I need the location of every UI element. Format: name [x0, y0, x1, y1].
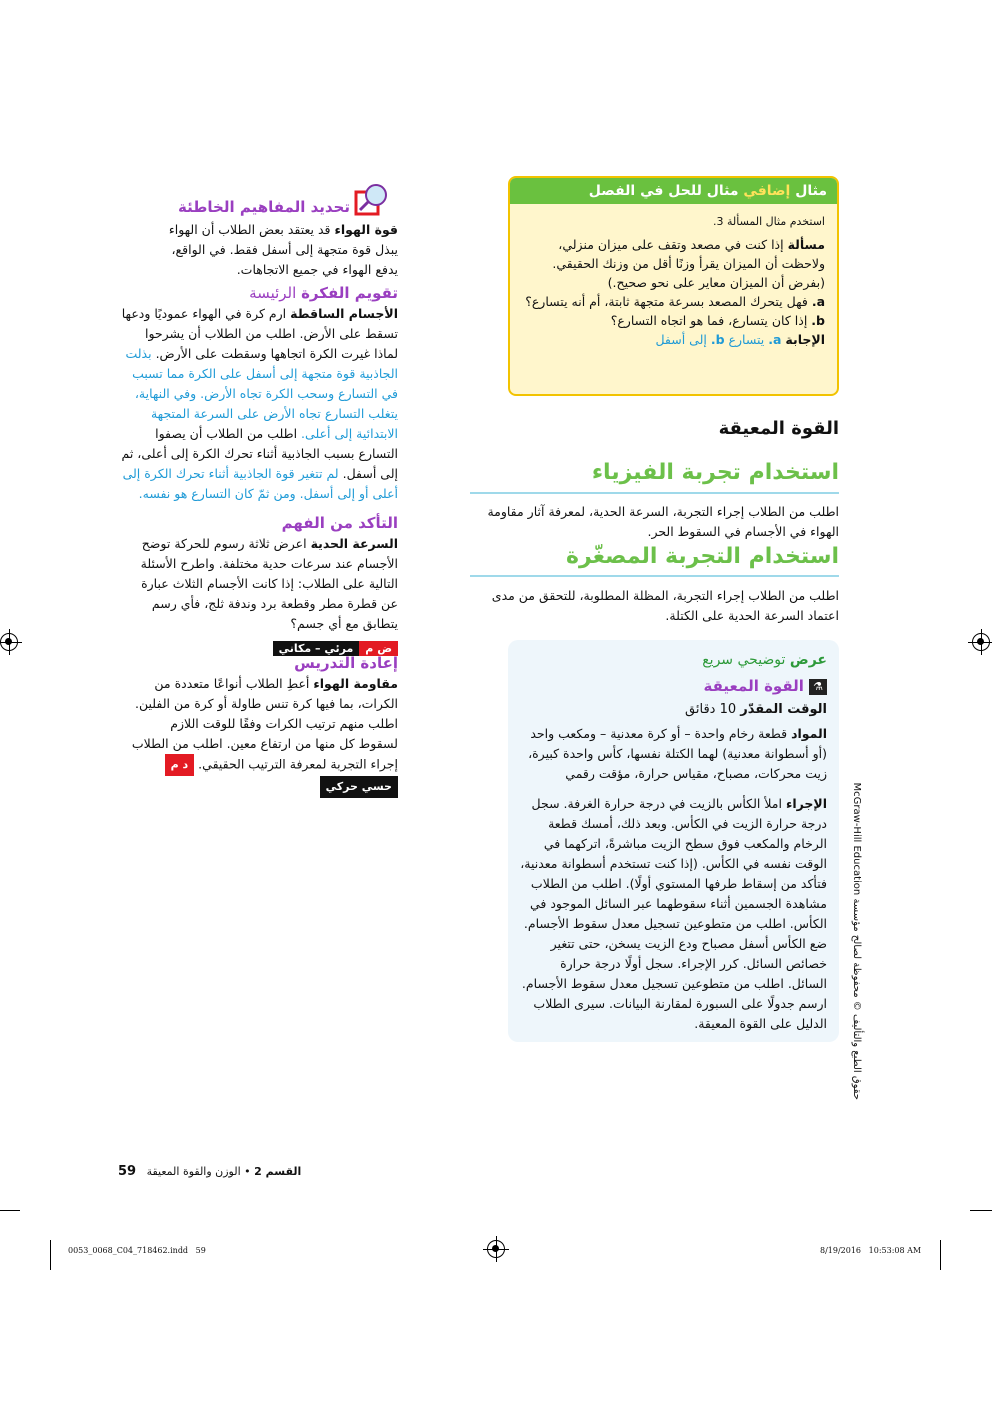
quick-demo-box [508, 640, 839, 1042]
crop-mark [0, 1210, 20, 1211]
demo-title-row: ⚗ القوة المعيقة [527, 676, 827, 695]
section-heading: القوة المعيقة [718, 418, 839, 439]
crop-mark [940, 1240, 941, 1270]
example-header: مثال إضافي مثال للحل في الفصل [510, 178, 837, 204]
demo-materials: المواد قطعة رخام واحدة – أو كرة معدنية – ومكعب واحد (أو أسطوانة معدنية) لهما الكتلة نفسها، كأس واحدة كبيرة، زيت محركات، مصباح، مقياس حرارة، مؤقت رقمي [528, 726, 827, 781]
magnifier-icon [354, 182, 390, 218]
tag-badge: مرئي – مكاني [273, 641, 360, 656]
assess-text: الأجسام الساقطة ارم كرة في الهواء عموديًا ودعها تسقط على الأرض. اطلب من الطلاب أن يشرحوا لماذا غيرت الكرة اتجاهها وسقطت على الأرض. بذلت الجاذبية قوة متجهة إلى أسفل على الكرة مما تسبب في التسارع وسحب الكرة تجاه الأرض. وفي النهاية، يتغلب التسارع تجاه الأرض على السرعة المتجهة الابتدائية إلى أعلى. اطلب من الطلاب أن يصفوا التسارع بسبب الجاذبية أثناء تحرك الكرة إلى أعلى، ثم إلى أسفل. لم تتغير قوة الجاذبية أثناء تحرك الكرة إلى أعلى أو إلى أسفل. ومن ثمّ كان التسارع هو نفسه. [121, 306, 398, 501]
file-name: 0053_0068_C04_718462.indd 59 [68, 1246, 206, 1255]
registration-mark-icon [487, 1240, 505, 1258]
lab2-title: استخدام التجربة المصغّرة [566, 544, 839, 569]
example-intro: استخدم مثال المسألة 3. [712, 215, 825, 228]
assess-title: تقويم الفكرة الرئيسة [249, 284, 398, 302]
problem-statement: مسألة إذا كنت في مصعد وتقف على ميزان منزلي، ولاحظت أن الميزان يقرأ وزنًا أقل من وزنك الحقيقي. (بفرض أن الميزان معاير على نحو صحيح.) [552, 237, 825, 290]
registration-mark-icon [0, 633, 18, 651]
reteach-block [128, 654, 398, 798]
demo-kicker: عرض توضيحي سريع [702, 652, 827, 668]
answer: الإجابة a. يتسارع b. إلى أسفل [655, 332, 825, 347]
divider [470, 492, 839, 494]
demo-procedure: الإجراء املأ الكأس بالزيت في درجة حرارة الغرفة. سجل درجة حرارة الزيت في الكأس. وبعد ذلك، أمسك قطعة الرخام والمكعب فوق سطح الزيت مباشرةً، اتركهما في الوقت نفسه في الكأس. (إذا كنت تستخدم أسطوانة معدنية، فتأكد من إسقاط طرفها المستوي أولًا). اطلب من الطلاب مشاهدة الجسمين أثناء سقوطهما عبر السائل الموجود في الكأس. اطلب من متطوعين تسجيل معدل سقوط الأجسام. ضع الكأس أسفل مصباح ودع الزيت يسخن، حتى تتغير خصائص السائل. كرر الإجراء. سجل أولًا درجة حرارة السائل. اطلب من متطوعين تسجيل معدل سقوط الأجسام. ارسم جدولًا على السبورة لمقارنة البيانات. سيرى الطلاب الدليل على القوة المعيقة. [520, 796, 827, 1031]
misconception-text: قوة الهواء قد يعتقد بعض الطلاب أن الهواء يبذل قوة متجهة إلى أسفل فقط. في الواقع، يدفع الهواء في جميع الاتجاهات. [168, 222, 398, 277]
experiment-icon: ⚗ [809, 679, 827, 695]
page-number: 59 [118, 1164, 137, 1179]
copyright-note: حقوق الطبع والتأليف © محفوظة لصالح مؤسسة McGraw-Hill Education [851, 782, 862, 1100]
additional-example-box [508, 176, 839, 396]
divider [470, 575, 839, 577]
misconception-block [148, 182, 398, 280]
lab2-text: اطلب من الطلاب إجراء التجربة، المظلة المطلوبة، للتحقق من مدى اعتماد السرعة الحدية على الكتلة. [491, 588, 839, 623]
assess-block [118, 284, 398, 504]
reteach-title: إعادة التدريس [294, 654, 398, 672]
tag-badge: د م [165, 754, 195, 776]
question-a: a. فهل يتحرك المصعد بسرعة متجهة ثابتة، أم أنه يتسارع؟ [525, 294, 825, 309]
tag-badge: ض م [359, 641, 398, 656]
crop-mark [970, 1210, 992, 1211]
registration-mark-icon [972, 633, 990, 651]
lab1-title: استخدام تجربة الفيزياء [591, 460, 839, 485]
crop-mark [50, 1240, 51, 1270]
check-text: السرعة الحدية اعرض ثلاثة رسوم للحركة توضح الأجسام عند سرعات حدية مختلفة. واطرح الأسئلة التالية على الطلاب: إذا كانت الأجسام الثلاث عبارة عن قطرة مطر وقطعة برد وندفة ثلج، فأي رسم يتطابق مع أي جسم؟ [140, 536, 398, 631]
page-footer: القسم 2 • الوزن والقوة المعيقة 59 [118, 1164, 302, 1179]
question-b: b. إذا كان يتسارع، فما هو اتجاه التسارع؟ [610, 313, 825, 328]
lab1-text: اطلب من الطلاب إجراء التجربة، السرعة الحدية، لمعرفة آثار مقاومة الهواء في الأجسام في السقوط الحر. [487, 504, 839, 539]
tag-badge: حسي حركي [320, 776, 398, 798]
check-title: التأكد من الفهم [281, 514, 398, 532]
demo-time: الوقت المقدّر 10 دقائق [685, 702, 827, 717]
misconception-title: تحديد المفاهيم الخاطئة [178, 198, 350, 216]
timestamp: 8/19/2016 10:53:08 AM [820, 1246, 922, 1255]
check-block [128, 514, 398, 657]
reteach-text: مقاومة الهواء أعطِ الطلاب أنواعًا متعددة من الكرات، بما فيها كرة تنس طاولة أو كرة من الفلين. اطلب منهم ترتيب الكرات وفقًا للوقت اللازم لسقوط كل منها من ارتفاع معين. اطلب من الطلاب إجراء التجربة لمعرفة الترتيب الحقيقي. د محسي حركي [128, 674, 398, 798]
